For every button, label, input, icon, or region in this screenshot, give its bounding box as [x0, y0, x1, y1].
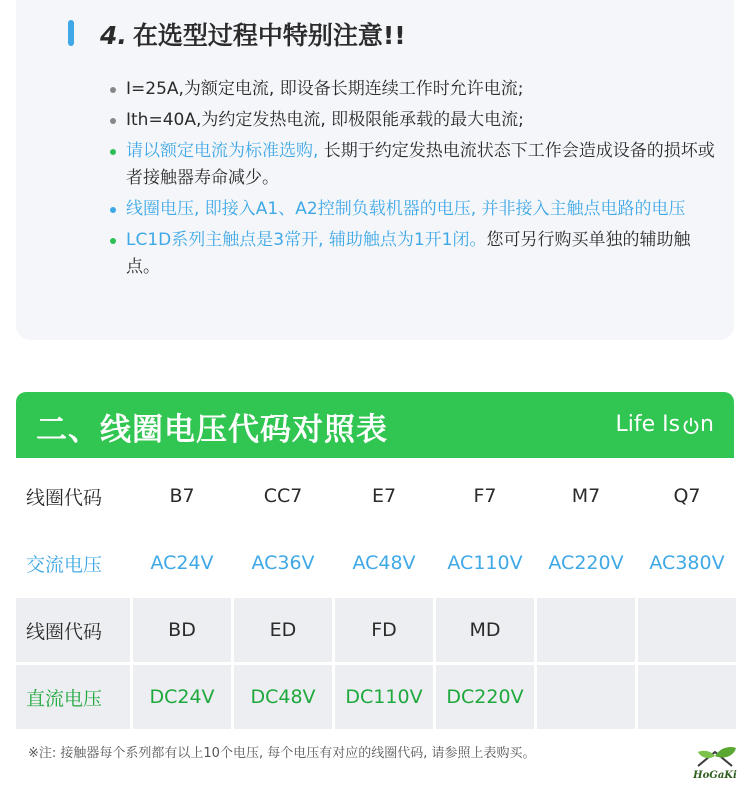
table-cell: BD	[133, 598, 231, 662]
row-header: 交流电压	[16, 531, 130, 595]
footnote: ※注: 接触器每个系列都有以上10个电压, 每个电压有对应的线圈代码, 请参照上表购买。	[28, 746, 536, 761]
table-cell: AC110V	[436, 531, 534, 595]
table-cell: ED	[234, 598, 332, 662]
table-cell	[537, 665, 635, 729]
list-item	[110, 196, 720, 223]
table-cell: AC220V	[537, 531, 635, 595]
table-cell: DC220V	[436, 665, 534, 729]
list-item	[110, 227, 720, 281]
table-cell: DC110V	[335, 665, 433, 729]
table-cell	[638, 598, 736, 662]
table-cell	[537, 598, 635, 662]
list-item-highlight: 线圈电压, 即接入A1、A2控制负载机器的电压, 并非接入主触点电路的电压	[126, 199, 686, 219]
table-cell: B7	[133, 464, 231, 528]
notice-list	[110, 76, 720, 285]
list-item-highlight: LC1D系列主触点是3常开, 辅助触点为1开1闭。	[126, 230, 487, 250]
row-header: 线圈代码	[16, 464, 130, 528]
title-accent-bar	[68, 20, 74, 46]
table-row	[16, 464, 734, 528]
house-leaf-icon	[688, 742, 742, 772]
table-cell: Q7	[638, 464, 736, 528]
table-cell: FD	[335, 598, 433, 662]
brand-slogan-text-end: n	[700, 412, 714, 437]
table-cell: M7	[537, 464, 635, 528]
table-cell: AC48V	[335, 531, 433, 595]
logo-text: HoGaKi	[693, 770, 737, 781]
table-banner	[16, 392, 734, 458]
table-cell	[638, 665, 736, 729]
brand-logo	[688, 742, 742, 792]
banner-title: 二、线圈电压代码对照表	[36, 412, 388, 448]
table-row	[16, 665, 734, 729]
list-item-highlight: 请以额定电流为标准选购,	[126, 141, 319, 161]
brand-slogan-text: Life Is	[615, 412, 681, 437]
section-title	[100, 16, 406, 52]
list-item	[110, 76, 720, 103]
table-cell: AC24V	[133, 531, 231, 595]
row-header: 线圈代码	[16, 598, 130, 662]
section-number: 4.	[100, 21, 127, 50]
list-item	[110, 138, 720, 192]
list-item-text: 您可另行购买单独的辅助触点。	[126, 230, 691, 277]
table-cell: AC36V	[234, 531, 332, 595]
power-icon	[682, 416, 700, 434]
section-title-text: 在选型过程中特别注意!!	[132, 21, 406, 50]
table-row	[16, 531, 734, 595]
table-cell: MD	[436, 598, 534, 662]
list-item-text: Ith=40A,为约定发热电流, 即极限能承载的最大电流;	[126, 110, 524, 130]
voltage-code-table	[16, 464, 734, 732]
table-cell: AC380V	[638, 531, 736, 595]
table-row	[16, 598, 734, 662]
table-cell: E7	[335, 464, 433, 528]
table-cell: F7	[436, 464, 534, 528]
table-cell: CC7	[234, 464, 332, 528]
list-item	[110, 107, 720, 134]
brand-slogan	[615, 412, 714, 437]
table-cell: DC48V	[234, 665, 332, 729]
list-item-text: 长期于约定发热电流状态下工作会造成设备的损坏或者接触器寿命减少。	[126, 141, 715, 188]
row-header: 直流电压	[16, 665, 130, 729]
list-item-text: I=25A,为额定电流, 即设备长期连续工作时允许电流;	[126, 79, 524, 99]
table-cell: DC24V	[133, 665, 231, 729]
